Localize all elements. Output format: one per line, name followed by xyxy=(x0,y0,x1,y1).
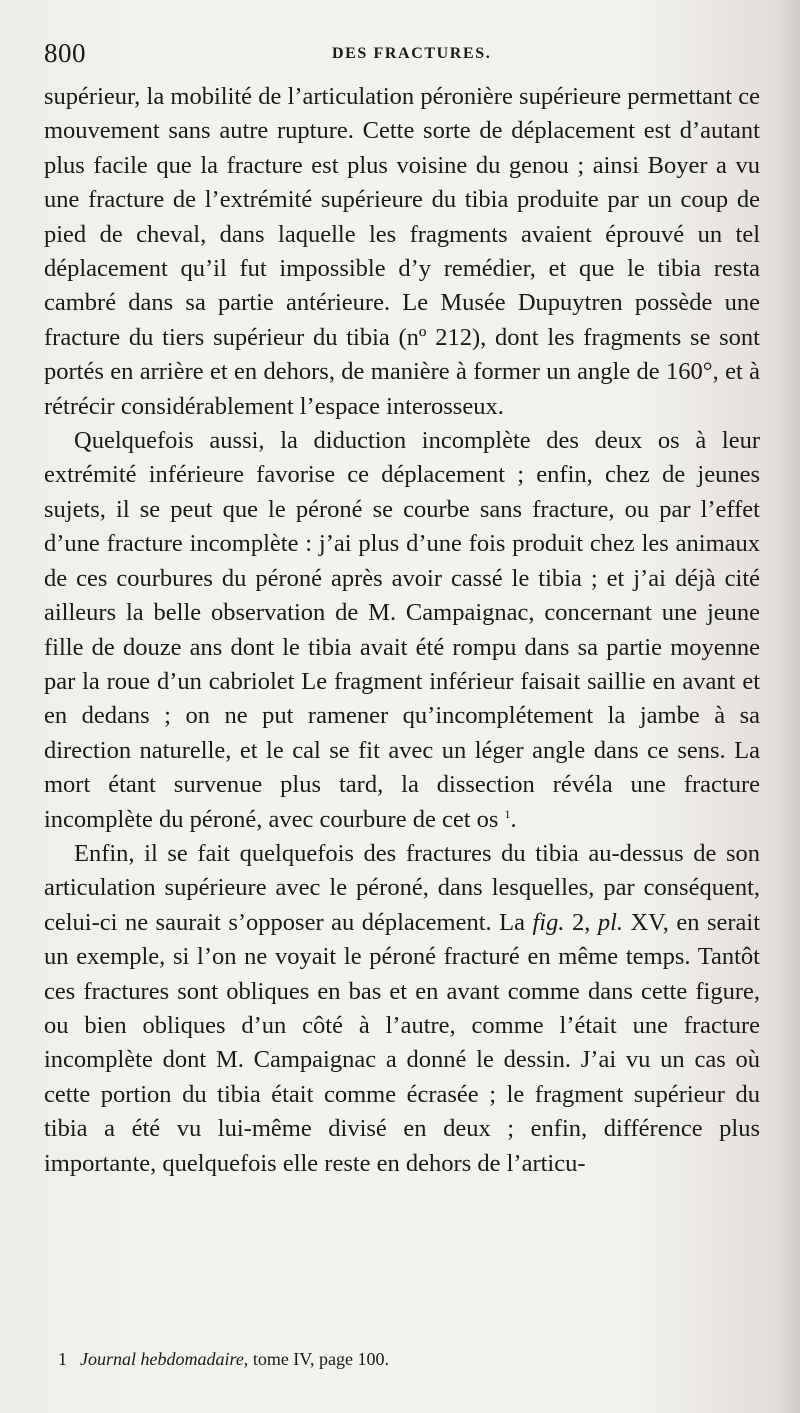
page-header xyxy=(44,36,764,76)
paragraph-3-fig: fig. xyxy=(532,908,565,936)
footnote-separator xyxy=(44,1326,194,1327)
footnote xyxy=(58,1346,748,1372)
footnote-source: Journal hebdomadaire, xyxy=(80,1349,249,1369)
paragraph-3-text-end: XV, en serait un exemple, si l’on ne voyait le péroné fracturé en même temps. Tantôt ces fractures sont obliques en bas et en avant comme dans cette figure, ou bien obliques d’un côté à l’autre, comme l’était une fracture incomplète dont M. Campaignac a donné le dessin. J’ai vu un cas où cette portion du tibia était comme écrasée ; le fragment supérieur du tibia a été vu lui-même divisé en deux ; enfin, différence plus importante, quelquefois elle reste en dehors de l’articu- xyxy=(44,908,760,1177)
paragraph-2-end: . xyxy=(510,805,517,833)
paragraph-1-text: supérieur, la mobilité de l’articulation péronière supérieure permettant ce mouvement sans autre rupture. Cette sorte de déplacement est d’autant plus facile que la fracture est plus voisine du genou ; ainsi Boyer a vu une fracture de l’extrémité supérieure du tibia produite par un coup de pied de cheval, dans laquelle les fragments avaient éprouvé un tel déplacement qu’il fut impossible d’y remédier, et que le tibia resta cambré dans sa partie antérieure. Le Musée Dupuytren possède une fracture du tiers supérieur du tibia (nº 212), dont les fragments se sont portés en arrière et en dehors, de manière à former un angle de 160°, et à rétrécir considérablement l’espace interosseux. xyxy=(44,83,760,420)
paragraph-3-fig-number: 2, xyxy=(564,908,598,936)
footnote-reference: 1 xyxy=(504,806,511,821)
running-head: DES FRACTURES. xyxy=(332,45,492,62)
paragraph-1 xyxy=(44,80,760,424)
body-text xyxy=(44,80,760,1181)
page-edge-shadow xyxy=(778,0,800,1413)
paragraph-3-text-start: Enfin, il se fait quelquefois des fractures du tibia au-dessus de son articulation supérieure avec le péroné, dans lesquelles, par conséquent, celui-ci ne saurait s’opposer au déplacement. La xyxy=(44,839,760,936)
paragraph-3 xyxy=(44,837,760,1181)
paragraph-2-text: Quelquefois aussi, la diduction incomplète des deux os à leur extrémité inférieure favorise ce déplacement ; enfin, chez de jeunes sujets, il se peut que le péroné se courbe sans fracture, ou par l’effet d’une fracture incomplète : j’ai plus d’une fois produit chez les animaux de ces courbures du péroné après avoir cassé le tibia ; et j’ai déjà cité ailleurs la belle observation de M. Campaignac, concernant une jeune fille de douze ans dont le tibia avait été rompu dans sa partie moyenne par la roue d’un cabriolet Le fragment inférieur faisait saillie en avant et en dedans ; on ne put ramener qu’incomplétement la jambe à sa direction naturelle, et le cal se fit avec un léger angle dans ce sens. La mort étant survenue plus tard, la dissection révéla une fracture incomplète du péroné, avec courbure de cet os xyxy=(44,427,760,833)
footnote-mark: 1 xyxy=(58,1349,67,1369)
paragraph-2 xyxy=(44,424,760,837)
paragraph-3-pl: pl. xyxy=(597,908,623,936)
footnote-details: tome IV, page 100. xyxy=(248,1349,389,1369)
page-number: 800 xyxy=(44,38,86,68)
